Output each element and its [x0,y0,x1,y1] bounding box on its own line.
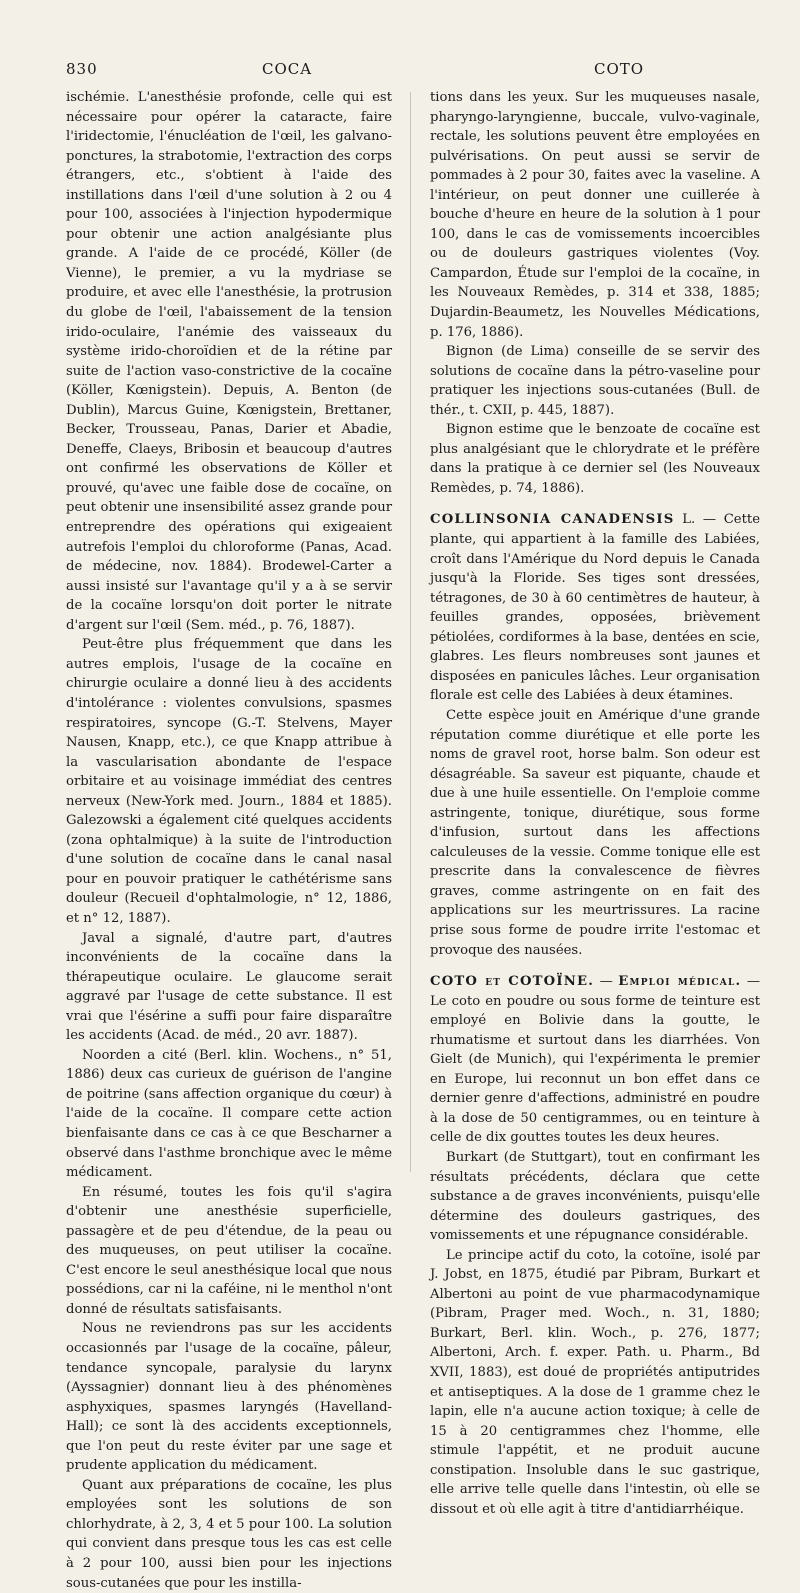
paragraph: Nous ne reviendrons pas sur les accidents occasionnés par l'usage de la cocaïne, pâleur, tendance syncopale, paralysie du larynx (Ayssagnier) donnant lieu à des phénomènes asphyxiques, spasmes laryngés (Havelland-Hall); ce sont là des accidents exceptionnels, que l'on peut du reste éviter par une sage et prudente application du médicament. [66,1321,392,1474]
page-number: 830 [66,60,98,78]
entry-coto: COTO et COTOÏNE. — Emploi médical. — Le coto en poudre ou sous forme de teinture est employé en Bolivie dans la goutte, le rhumatisme et surtout dans les diarrhées. Von Gielt (de Munich), qui l'expérimenta le premier en Europe, lui reconnut un bon effet dans ce dernier genre d'affections, administré en poudre à la dose de 50 centigrammes, ou en teinture à celle de dix gouttes toutes les deux heures. [430,974,761,1146]
paragraph: Le principe actif du coto, la cotoïne, isolé par J. Jobst, en 1875, étudié par Pibram, Burkart et Albertoni au point de vue pharmacodynamique (Pibram, Prager med. Woch., n. 31, 1880; Burkart, Berl. klin. Woch., p. 276, 1877; Albertoni, Arch. f. exper. Path. u. Pharm., Bd XVII, 1883), est doué de propriétés antiputrides et antiseptiques. A la dose de 1 gramme chez le lapin, elle n'a aucune action toxique; à celle de 15 à 20 centigrammes chez l'homme, elle stimule l'appétit, et ne produit aucune constipation. Insoluble dans le suc gastrique, elle arrive telle quelle dans l'intestin, où elle se dissout et où elle agit à titre d'antidiarrhéique. [430,1247,760,1517]
running-header [66,60,734,84]
paragraph: Bignon estime que le benzoate de cocaïne est plus analgésiant que le chlorydrate et le préfère dans la pratique à ce dernier sel (les Nouveaux Remèdes, p. 74, 1886). [430,422,760,496]
entry-text: — Le coto en poudre ou sous forme de teinture est employé en Bolivie dans la goutte, le rhumatisme et surtout dans les diarrhées. Von Gielt (de Munich), qui l'expérimenta le premier en Europe, lui reconnut un bon effet dans ce dernier genre d'affections, administré en poudre à la dose de 50 centigrammes, ou en teinture à celle de dix gouttes toutes les deux heures. [430,974,761,1146]
paragraph: Bignon (de Lima) conseille de se servir des solutions de cocaïne dans la pétro-vaseline pour pratiquer les injections sous-cutanées (Bull. de thér., t. CXII, p. 445, 1887). [430,344,760,418]
paragraph: En résumé, toutes les fois qu'il s'agira d'obtenir une anesthésie superficielle, passagère et de peu d'étendue, de la peau ou des muqueuses, on peut utiliser la cocaïne. C'est encore le seul anesthésique local que nous possédions, car ni la caféine, ni le menthol n'ont donné de résultats satisfaisants. [66,1184,392,1317]
paragraph: ischémie. L'anesthésie profonde, celle qui est nécessaire pour opérer la cataracte, faire l'iridectomie, l'énucléation de l'œil, les galvano-ponctures, la strabotomie, l'extraction des corps étrangers, etc., s'obtient à l'aide des instillations dans l'œil d'une solution à 2 ou 4 pour 100, associées à l'injection hypodermique pour obtenir une action analgésiante plus grande. A l'aide de ce procédé, Köller (de Vienne), le premier, a vu la mydriase se produire, et avec elle l'anesthésie, la protrusion du globe de l'œil, l'abaissement de la tension irido-oculaire, l'anémie des vaisseaux du système irido-choroïdien et de la rétine par suite de l'action vaso-constrictive de la cocaïne (Köller, Kœnigstein). Depuis, A. Benton (de Dublin), Marcus Guine, Kœnigstein, Brettaner, Becker, Trousseau, Panas, Darier et Abadie, Deneffe, Claeys, Bribosin et beaucoup d'autres ont confirmé les observations de Köller et prouvé, qu'avec une faible dose de cocaïne, on peut obtenir une insensibilité assez grande pour entreprendre des opérations qui exigeaient autrefois l'emploi du chloroforme (Panas, Acad. de médecine, nov. 1884). Brodewel-Carter a aussi insisté sur l'avantage qu'il y a à se servir de la cocaïne lorsqu'on doit porter le nitrate d'argent sur l'œil (Sem. méd., p. 76, 1887). [66,90,392,633]
entry-headword: COTO et COTOÏNE. [430,974,595,990]
entry-collinsonia [430,510,760,705]
running-head-right: COTO [594,60,645,78]
left-column [66,88,392,1591]
running-head-left: COCA [262,60,313,78]
right-column [430,88,761,1517]
entry-text: L. — Cette plante, qui appartient à la famille des Labiées, croît dans l'Amérique du Nord depuis le Canada jusqu'à la Floride. Ses tiges sont dressées, tétragones, de 30 à 60 centimètres de hauteur, à feuilles grandes, opposées, brièvement pétiolées, cordiformes à la base, dentées en scie, glabres. Les fleurs nombreuses sont jaunes et disposées en panicules lâches. Leur organisation florale est celle des Labiées à deux étamines. [430,512,760,704]
paragraph: Noorden a cité (Berl. klin. Wochens., n° 51, 1886) deux cas curieux de guérison de l'angine de poitrine (sans affection organique du cœur) à l'aide de la cocaïne. Il compare cette action bienfaisante dans ce cas à ce que Bescharner a observé dans l'asthme bronchique avec le même médicament. [66,1047,392,1181]
paragraph: tions dans les yeux. Sur les muqueuses nasale, pharyngo-laryngienne, buccale, vulvo-vaginale, rectale, les solutions peuvent être employées en pulvérisations. On peut aussi se servir de pommades à 2 pour 30, faites avec la vaseline. A l'intérieur, on peut donner une cuillerée à bouche d'heure en heure de la solution à 1 pour 100, dans le cas de vomissements incoercibles ou de douleurs gastriques violentes (Voy. Campardon, Étude sur l'emploi de la cocaïne, in les Nouveaux Remèdes, p. 314 et 338, 1885; Dujardin-Beaumetz, les Nouvelles Médications, p. 176, 1886). [430,90,760,340]
paragraph: Quant aux préparations de cocaïne, les plus employées sont les solutions de son chlorhydrate, à 2, 3, 4 et 5 pour 100. La solution qui convient dans presque tous les cas est celle à 2 pour 100, aussi bien pour les injections sous-cutanées que pour les instilla- [66,1477,392,1591]
column-divider [410,92,411,1172]
paragraph: Javal a signalé, d'autre part, d'autres inconvénients de la cocaïne dans la thérapeutique oculaire. Le glaucome serait aggravé par l'usage de cette substance. Il est vrai que l'ésérine a suffi pour faire disparaître les accidents (Acad. de méd., 20 avr. 1887). [66,930,392,1044]
paragraph: Peut-être plus fréquemment que dans les autres emplois, l'usage de la cocaïne en chirurgie oculaire a donné lieu à des accidents d'intolérance : violentes convulsions, spasmes respiratoires, syncope (G.-T. Stelvens, Mayer Nausen, Knapp, etc.), ce que Knapp attribue à la vascularisation abondante de l'espace orbitaire et au voisinage immédiat des centres nerveux (New-York med. Journ., 1884 et 1885). Galezowski a également cité quelques accidents (zona ophtalmique) à la suite de l'introduction d'une solution de cocaïne dans le canal nasal pour en pouvoir pratiquer le cathétérisme sans douleur (Recueil d'ophtalmologie, n° 12, 1886, et n° 12, 1887). [66,637,392,926]
paragraph: Cette espèce jouit en Amérique d'une grande réputation comme diurétique et elle porte les noms de gravel root, horse balm. Son odeur est désagréable. Sa saveur est piquante, chaude et due à une huile essentielle. On l'emploie comme astringente, tonique, diurétique, sous forme d'infusion, surtout dans les affections calculeuses de la vessie. Comme tonique elle est prescrite dans la convalescence de fièvres graves, comme astringente on en fait des applications sur les meurtrissures. La racine prise sous forme de poudre irrite l'estomac et provoque des nausées. [430,707,760,958]
entry-headword: COLLINSONIA CANADENSIS [430,512,675,528]
paragraph: Burkart (de Stuttgart), tout en confirmant les résultats précédents, déclara que cette substance a de graves inconvénients, puisqu'elle détermine des douleurs gastriques, des vomissements et une répugnance considérable. [430,1149,760,1244]
entry-subheading: Emploi médical. [618,974,742,990]
